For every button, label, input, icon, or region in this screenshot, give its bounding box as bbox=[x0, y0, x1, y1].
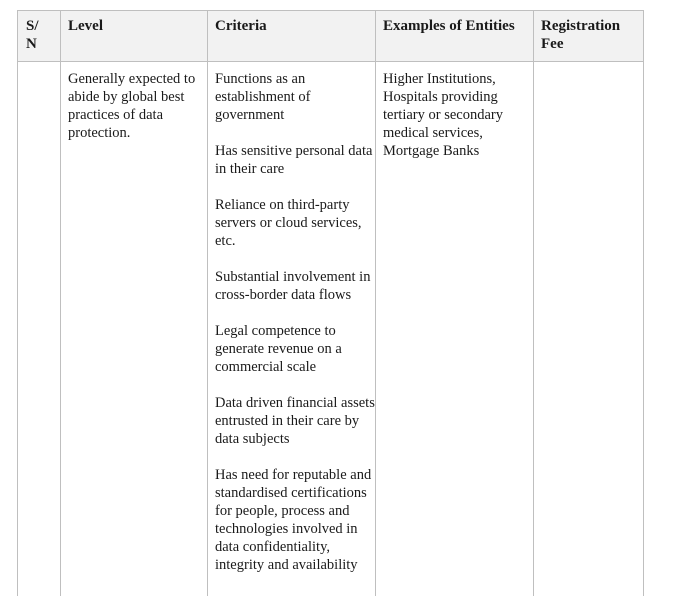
column-divider bbox=[533, 11, 534, 596]
criteria-item: Has need for reputable and standardised certifications for people, process and technologies involved in data confidentiality, integrity and availability bbox=[215, 467, 372, 573]
column-divider bbox=[60, 11, 61, 596]
cell-criteria bbox=[215, 70, 375, 592]
header-sn-line1: S/ bbox=[26, 18, 39, 34]
cell-examples: Higher Institutions, Hospitals providing tertiary or secondary medical services, Mortgage Banks bbox=[383, 71, 503, 159]
header-level: Level bbox=[68, 18, 103, 34]
header-fee-line1: Registration bbox=[541, 18, 621, 34]
header-examples: Examples of Entities bbox=[383, 18, 515, 34]
header-criteria: Criteria bbox=[215, 18, 267, 34]
header-sn bbox=[26, 17, 56, 53]
criteria-item: Legal competence to generate revenue on a commercial scale bbox=[215, 323, 342, 375]
column-divider bbox=[207, 11, 208, 596]
criteria-item: Functions as an establishment of government bbox=[215, 71, 311, 123]
column-divider bbox=[375, 11, 376, 596]
cell-level: Generally expected to abide by global best practices of data protection. bbox=[68, 71, 196, 141]
criteria-item: Data driven financial assets entrusted in their care by data subjects bbox=[215, 395, 375, 447]
criteria-table bbox=[17, 10, 644, 596]
criteria-item: Reliance on third-party servers or cloud services, etc. bbox=[215, 197, 362, 249]
header-sn-line2: N bbox=[26, 36, 37, 52]
header-fee-line2: Fee bbox=[541, 36, 564, 52]
header-fee bbox=[541, 17, 641, 53]
criteria-item: Has sensitive personal data in their care bbox=[215, 143, 373, 177]
criteria-item: Substantial involvement in cross-border data flows bbox=[215, 269, 371, 303]
